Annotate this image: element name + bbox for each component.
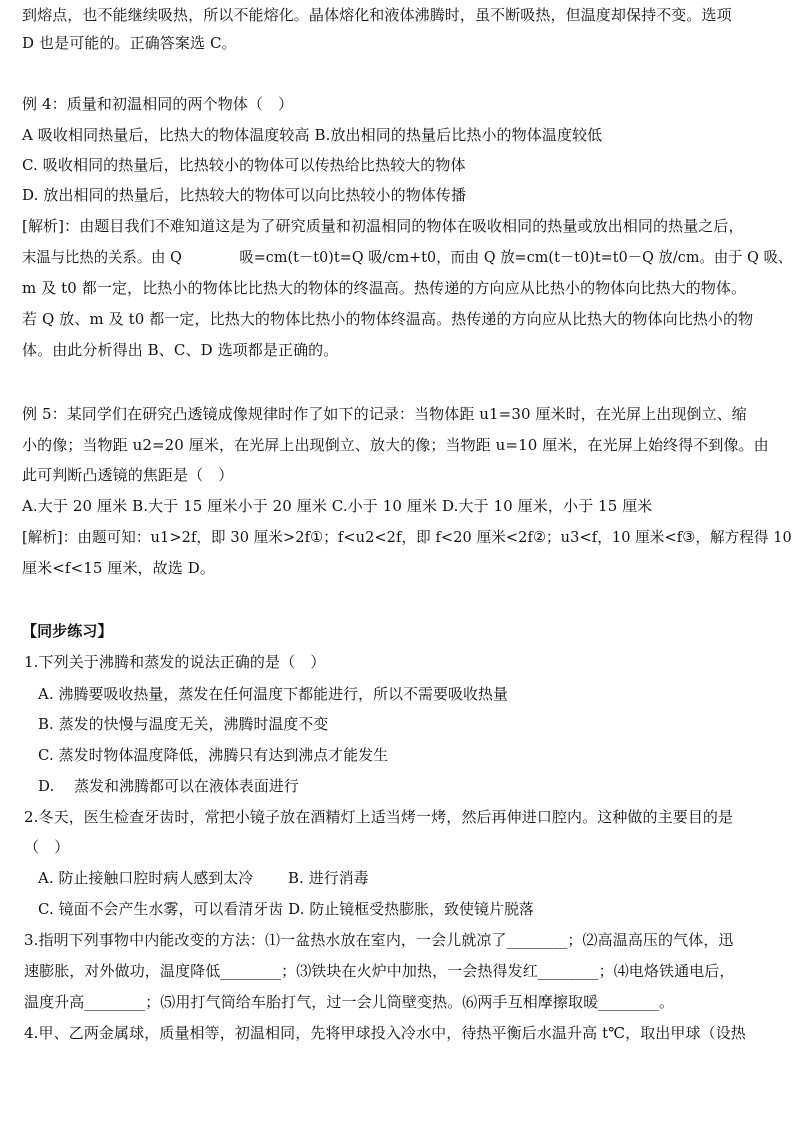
text-line: 到熔点，也不能继续吸热，所以不能熔化。晶体熔化和液体沸腾时，虽不断吸热，但温度却保持不变。选项 [22, 6, 732, 24]
text-line: 此可判断凸透镜的焦距是（ ） [22, 466, 234, 484]
option-line: C. 蒸发时物体温度降低，沸腾只有达到沸点才能发生 [38, 746, 389, 764]
analysis-line: 体。由此分析得出 B、C、D 选项都是正确的。 [22, 341, 339, 359]
exercise-question: 4.甲、乙两金属球，质量相等，初温相同，先将甲球投入冷水中，待热平衡后水温升高 t℃，取出甲球（设热 [24, 1024, 746, 1042]
text-line: 小的像；当物距 u2=20 厘米，在光屏上出现倒立、放大的像；当物距 u=10 厘米，在光屏上始终得不到像。由 [22, 436, 769, 454]
example-5-question: 例 5：某同学们在研究凸透镜成像规律时作了如下的记录：当物体距 u1=30 厘米时，在光屏上出现倒立、缩 [22, 405, 747, 423]
option-line: C. 镜面不会产生水雾，可以看清牙齿 D. 防止镜框受热膨胀，致使镜片脱落 [38, 900, 535, 918]
analysis-line: 末温与比热的关系。由 Q 吸=cm(t－t0)t=Q 吸/cm+t0，而由 Q 放=cm(t－t0)t=t0－Q 放/cm。由于 Q 吸、 [22, 248, 793, 266]
exercise-question: 1.下列关于沸腾和蒸发的说法正确的是（ ） [24, 653, 326, 671]
exercise-question: 3.指明下列事物中内能改变的方法：⑴一盆热水放在室内，一会儿就凉了________；⑵高温高压的气体，迅 [24, 931, 734, 949]
analysis-line: m 及 t0 都一定，比热小的物体比比热大的物体的终温高。热传递的方向应从比热小的物体向比热大的物体。 [22, 279, 747, 297]
section-heading: 【同步练习】 [22, 622, 113, 640]
text-line: （ ） [24, 838, 70, 856]
analysis-line: 厘米<f<15 厘米，故选 D。 [22, 559, 215, 577]
analysis-line: [解析]：由题可知：u1>2f，即 30 厘米>2f①；f<u2<2f，即 f<20 厘米<2f②；u3<f，10 厘米<f③，解方程得 10 [22, 528, 792, 546]
option-line: B. 蒸发的快慢与温度无关，沸腾时温度不变 [38, 715, 329, 733]
analysis-line: [解析]：由题目我们不难知道这是为了研究质量和初温相同的物体在吸收相同的热量或放出相同的热量之后， [22, 217, 744, 235]
option-line: A. 沸腾要吸收热量，蒸发在任何温度下都能进行，所以不需要吸收热量 [38, 685, 508, 703]
option-line: A. 防止接触口腔时病人感到太冷 B. 进行消毒 [38, 869, 369, 887]
option-line: D. 放出相同的热量后，比热较大的物体可以向比热较小的物体传播 [22, 186, 467, 204]
option-line: C. 吸收相同的热量后，比热较小的物体可以传热给比热较大的物体 [22, 156, 466, 174]
analysis-line: 若 Q 放、m 及 t0 都一定，比热大的物体比热小的物体终温高。热传递的方向应从比热大的物体向比热小的物 [22, 310, 754, 328]
option-line: A.大于 20 厘米 B.大于 15 厘米小于 20 厘米 C.小于 10 厘米 D.大于 10 厘米，小于 15 厘米 [22, 497, 653, 515]
text-line: D 也是可能的。正确答案选 C。 [22, 34, 237, 52]
option-line: D. 蒸发和沸腾都可以在液体表面进行 [38, 777, 299, 795]
exercise-question: 2.冬天，医生检查牙齿时，常把小镜子放在酒精灯上适当烤一烤，然后再伸进口腔内。这种做的主要目的是 [24, 808, 734, 826]
example-4-question: 例 4：质量和初温相同的两个物体（ ） [22, 95, 294, 113]
option-line: A 吸收相同热量后，比热大的物体温度较高 B.放出相同的热量后比热小的物体温度较低 [22, 126, 603, 144]
text-line: 速膨胀，对外做功，温度降低________；⑶铁块在火炉中加热，一会热得发红________；⑷电烙铁通电后， [24, 962, 735, 980]
text-line: 温度升高________；⑸用打气筒给车胎打气，过一会儿筒壁变热。⑹两手互相摩擦取暖________。 [24, 993, 675, 1011]
